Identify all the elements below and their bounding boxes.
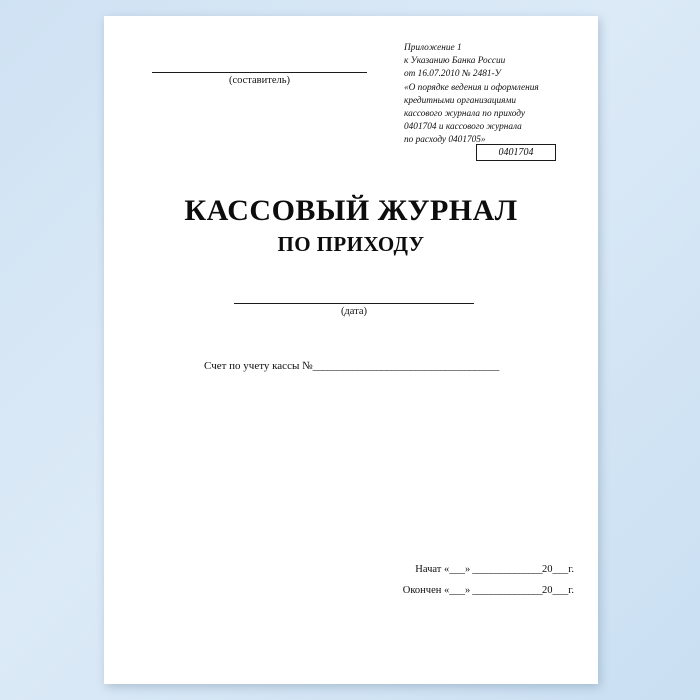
account-label: Счет по учету кассы № — [204, 360, 313, 372]
reference-line-6: кассового журнала по приходу — [404, 108, 525, 119]
date-block — [234, 303, 474, 317]
date-caption: (дата) — [340, 306, 368, 317]
started-year: 20___г. — [542, 564, 574, 575]
finished-label: Окончен «___» — [402, 585, 471, 596]
page-title: КАССОВЫЙ ЖУРНАЛ — [184, 194, 518, 227]
reference-line-3: от 16.07.2010 № 2481-У — [404, 69, 501, 80]
started-row — [334, 564, 574, 575]
footer-block — [334, 564, 574, 606]
finished-year: 20___г. — [542, 585, 574, 596]
started-fill-line: _______________ — [472, 564, 542, 575]
reference-line-1: Приложение 1 — [404, 43, 462, 53]
reference-line-7: 0401704 и кассового журнала — [404, 122, 522, 133]
finished-row — [334, 585, 574, 596]
account-row — [204, 360, 598, 372]
finished-fill-line: _______________ — [472, 585, 542, 596]
reference-line-4: «О порядке ведения и оформления — [404, 82, 539, 93]
account-fill-line: ______________________________________ — [312, 360, 499, 372]
reference-block — [404, 42, 572, 148]
form-code-box: 0401704 — [476, 144, 556, 161]
reference-line-2: к Указанию Банка России — [404, 56, 506, 67]
document-page — [104, 16, 598, 684]
date-line — [234, 303, 474, 304]
reference-line-5: кредитными организациями — [404, 95, 517, 106]
document-page-content — [104, 16, 598, 684]
compiler-caption: (составитель) — [228, 75, 291, 86]
reference-line-8: по расходу 0401705» — [404, 135, 486, 146]
page-subtitle: ПО ПРИХОДУ — [277, 232, 425, 256]
started-label: Начат «___» — [415, 564, 471, 575]
compiler-block — [152, 72, 367, 86]
compiler-line — [152, 72, 367, 73]
